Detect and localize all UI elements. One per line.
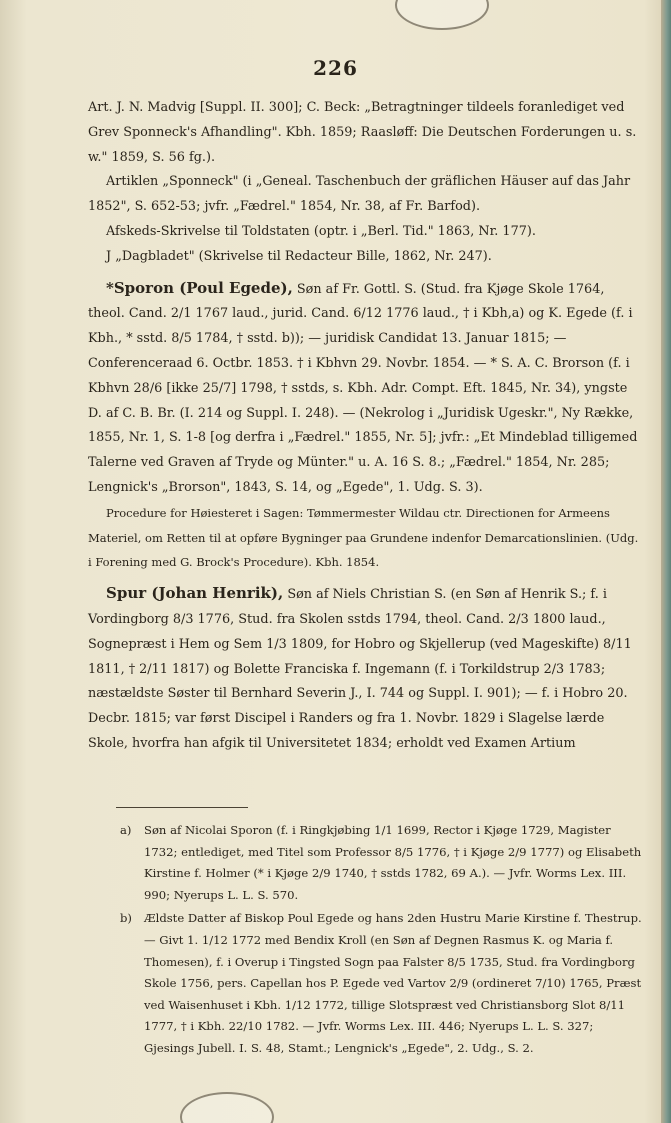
entry-text: Søn af Niels Christian S. (en Søn af Henrik S.; f. i Vordingborg 8/3 1776, Stud. fra Skolen sstds 1794, theol. Cand. 2/3 1800 laud., Sognepræst i Hem og Sem 1/3 1809, for Hobro og Skjellerup (ved Mageskifte) 8/11 1811, † 2/11 1817) og Bolette Franciska f. Ingemann (f. i Torkildstrup 2/3 1783; næstældste Søster til Bernhard Severin J., I. 744 og Suppl. I. 901); — f. i Hobro 20. Decbr. 1815; var først Discipel i Randers og fra 1. Novbr. 1829 i Slagelse lærde Skole, hvorfra han afgik til Universitetet 1834; erholdt ved Examen Artium	[88, 587, 632, 751]
footnote	[120, 908, 642, 1059]
entry-heading: Spur (Johan Henrik),	[106, 584, 284, 603]
footnote-text: Ældste Datter af Biskop Poul Egede og hans 2den Hustru Marie Kirstine f. Thestrup. — Givt 1. 1/12 1772 med Bendix Kroll (en Søn af Degnen Rasmus K. og Maria f. Thomesen), f. i Overup i Tingsted Sogn paa Falster 8/5 1735, Stud. fra Vordingborg Skole 1756, pers. Capellan hos P. Egede ved Vartov 2/9 (ordineret 7/10) 1765, Præst ved Waisenhuset i Kbh. 1/12 1772, tillige Slotspræst ved Christiansborg Slot 8/11 1777, † i Kbh. 22/10 1782. — Jvfr. Worms Lex. III. 446; Nyerups L. L. S. 327; Gjesings Jubell. I. S. 48, Stamt.; Lengnick's „Egede", 2. Udg., S. 2.	[144, 911, 642, 1055]
page-number: 226	[313, 56, 358, 80]
footnote-text: Søn af Nicolai Sporon (f. i Ringkjøbing 1/1 1699, Rector i Kjøge 1729, Magister 1732; entlediget, med Titel som Professor 8/5 1776, † i Kjøge 2/9 1777) og Elisabeth Kirstine f. Holmer (* i Kjøge 2/9 1740, † sstds 1782, 69 A.). — Jvfr. Worms Lex. III. 990; Nyerups L. L. S. 570.	[144, 823, 642, 902]
paragraph: Afskeds-Skrivelse til Toldstaten (optr. i „Berl. Tid." 1863, Nr. 177).	[106, 223, 536, 239]
main-text	[88, 96, 644, 757]
paragraph: J „Dagbladet" (Skrivelse til Redacteur Bille, 1862, Nr. 247).	[106, 248, 492, 264]
page-clip-top	[395, 0, 489, 30]
book-spine	[661, 0, 671, 1123]
paragraph: Artiklen „Sponneck" (i „Geneal. Taschenbuch der gräflichen Häuser auf das Jahr 1852", S. 652-53; jvfr. „Fædrel." 1854, Nr. 38, af Fr. Barfod).	[88, 174, 631, 215]
footnote-divider	[116, 807, 248, 808]
footnote-label: b)	[120, 911, 132, 926]
page-clip-bottom	[180, 1092, 274, 1123]
entry-spur	[88, 581, 644, 757]
footnote	[120, 820, 642, 906]
paragraph: Art. J. N. Madvig [Suppl. II. 300]; C. Beck: „Betragtninger tildeels foranlediget ved Grev Sponneck's Afhandling". Kbh. 1859; Raasløff: Die Deutschen Forderungen u. s. w." 1859, S. 56 fg.).	[88, 100, 637, 165]
footnote-label: a)	[120, 823, 132, 837]
entry-procedure: Procedure for Høiesteret i Sagen: Tømmermester Wildau ctr. Directionen for Armeens Materiel, om Retten til at opføre Bygninger paa Grundene indenfor Demarcationslinien. (Udg. i Forening med G. Brock's Procedure). Kbh. 1854.	[88, 505, 639, 570]
footnotes	[120, 820, 642, 1062]
entry-text: Søn af Fr. Gottl. S. (Stud. fra Kjøge Skole 1764, theol. Cand. 2/1 1767 laud., jurid. Cand. 6/12 1776 laud., † i Kbh,a) og K. Egede (f. i Kbh., * sstd. 8/5 1784, † sstd. b)); — juridisk Candidat 13. Januar 1815; — Conferenceraad 6. Octbr. 1853. † i Kbhvn 29. Novbr. 1854. — * S. A. C. Brorson (f. i Kbhvn 28/6 [ikke 25/7] 1798, † sstds, s. Kbh. Adr. Compt. Eft. 1845, Nr. 34), yngste D. af C. B. Br. (I. 214 og Suppl. I. 248). — (Nekrolog i „Juridisk Ugeskr.", Ny Række, 1855, Nr. 1, S. 1-8 [og derfra i „Fædrel." 1855, Nr. 5]; jvfr.: „Et Mindeblad tilligemed Talerne ved Graven af Tryde og Münter." u. A. 16 S. 8.; „Fædrel." 1854, Nr. 285; Lengnick's „Brorson", 1843, S. 14, og „Egede", 1. Udg. S. 3).	[88, 281, 638, 495]
entry-heading: *Sporon (Poul Egede),	[106, 278, 293, 297]
entry-sporon	[88, 276, 644, 501]
